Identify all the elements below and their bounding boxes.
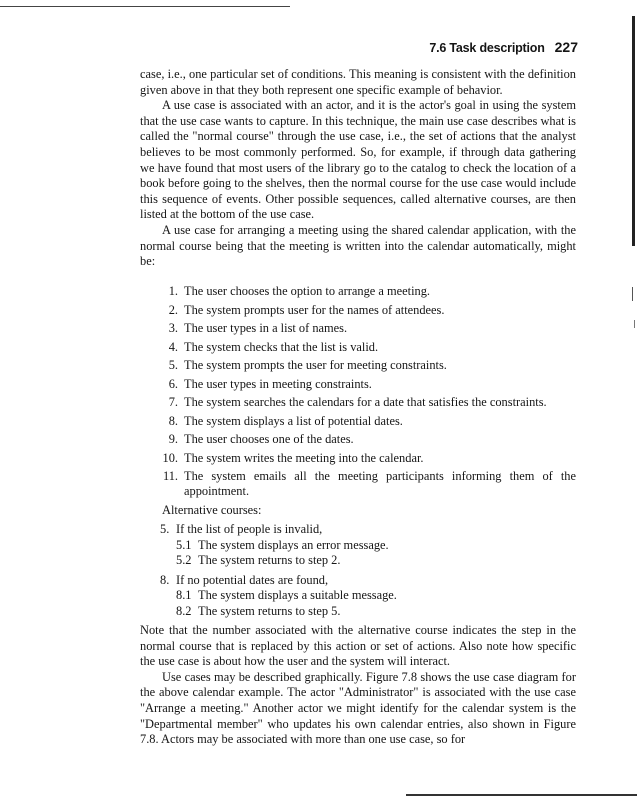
list-item xyxy=(140,414,576,429)
list-item xyxy=(140,303,576,318)
list-number: 5. xyxy=(168,358,178,372)
list-number: 10. xyxy=(162,450,178,465)
bottom-rule xyxy=(406,794,637,796)
sub-number: 8.1 xyxy=(176,588,192,602)
margin-mark xyxy=(634,320,635,328)
list-number: 9. xyxy=(168,432,178,446)
alternative-courses-list xyxy=(140,522,576,619)
sub-number: 8.2 xyxy=(176,603,192,618)
list-text: The system displays a list of potential dates. xyxy=(184,413,403,428)
list-number: 2. xyxy=(168,302,178,317)
paragraph-block-bottom xyxy=(140,623,576,748)
list-text: If no potential dates are found, xyxy=(176,572,329,587)
top-rule xyxy=(0,6,290,7)
list-number: 4. xyxy=(168,339,178,354)
section-title: 7.6 Task description xyxy=(429,41,545,55)
sub-item xyxy=(140,538,576,554)
paragraph: A use case is associated with an actor, and it is the actor's goal in using the system that the use case wants to capture. In this technique, the main use case describes what is called the "normal course" through the use case, i.e., the set of actions that the analyst believes to be most commonly performed. So, for example, if through data gathering we have found that most users of the library go to the catalog to check the location of a book before going to the shelves, then the normal course for the use case would include this sequence of events. Other possible sequences, called alternative courses, are then listed at the bottom of the use case. xyxy=(140,98,576,222)
sub-text: The system returns to step 5. xyxy=(198,603,341,618)
sub-number: 5.2 xyxy=(176,553,192,567)
sub-text: The system displays a suitable message. xyxy=(198,588,397,602)
list-item xyxy=(140,395,576,410)
sub-item xyxy=(140,604,576,620)
list-item xyxy=(140,377,576,392)
list-number: 7. xyxy=(168,395,178,409)
list-text: The system writes the meeting into the calendar. xyxy=(184,450,424,465)
sub-item xyxy=(140,588,576,604)
list-text: The system prompts user for the names of attendees. xyxy=(184,302,445,317)
running-header xyxy=(140,38,578,56)
paragraph: case, i.e., one particular set of conditions. This meaning is consistent with the definition given above in that they both represent one specific example of behavior. xyxy=(140,67,576,97)
list-text: The user types in meeting constraints. xyxy=(184,376,372,391)
margin-bar xyxy=(632,16,635,246)
alternative-item xyxy=(140,573,576,620)
list-item xyxy=(140,340,576,355)
normal-course-list xyxy=(140,284,576,623)
margin-mark xyxy=(632,287,633,301)
sub-item xyxy=(140,553,576,569)
list-item xyxy=(140,451,576,466)
list-text: The system emails all the meeting participants informing them of the appointment. xyxy=(184,469,576,498)
sub-number: 5.1 xyxy=(176,537,192,552)
list-text: The user chooses one of the dates. xyxy=(184,432,354,446)
list-number: 11. xyxy=(162,469,178,483)
alternative-item xyxy=(140,522,576,569)
list-text: The system checks that the list is valid. xyxy=(184,339,379,354)
list-text: The system searches the calendars for a date that satisfies the constraints. xyxy=(184,395,547,409)
list-text: The system prompts the user for meeting constraints. xyxy=(184,358,447,372)
list-number: 6. xyxy=(168,376,178,391)
list-text: The user chooses the option to arrange a meeting. xyxy=(184,284,431,298)
list-number: 1. xyxy=(168,284,178,298)
list-item xyxy=(140,284,576,299)
paragraph-block-top xyxy=(140,67,576,270)
list-text: If the list of people is invalid, xyxy=(176,522,323,536)
list-item xyxy=(140,469,576,499)
list-number: 8. xyxy=(168,413,178,428)
list-number: 5. xyxy=(160,522,170,536)
alternative-courses-heading: Alternative courses: xyxy=(162,503,262,517)
paragraph: Note that the number associated with the alternative course indicates the step in the normal course that is replaced by this action or set of actions. Also note how specific the use case is about how the user and the system will interact. xyxy=(140,623,576,669)
list-item xyxy=(140,358,576,373)
paragraph: A use case for arranging a meeting using the shared calendar application, with the normal course being that the meeting is written into the calendar automatically, might be: xyxy=(140,222,576,269)
paragraph: Use cases may be described graphically. Figure 7.8 shows the use case diagram for the above calendar example. The actor "Administrator" is associated with the use case "Arrange a meeting." Another actor we might identify for the calendar system is the "Departmental member" who updates his own calendar entries, also shown in Figure 7.8. Actors may be associated with more than one use case, so for xyxy=(140,669,576,747)
list-number: 8. xyxy=(160,572,170,587)
sub-text: The system returns to step 2. xyxy=(198,553,341,567)
list-item xyxy=(140,432,576,447)
sub-text: The system displays an error message. xyxy=(198,537,389,552)
list-number: 3. xyxy=(168,321,178,335)
list-item xyxy=(140,321,576,336)
page-number: 227 xyxy=(554,39,578,55)
list-text: The user types in a list of names. xyxy=(184,321,348,335)
